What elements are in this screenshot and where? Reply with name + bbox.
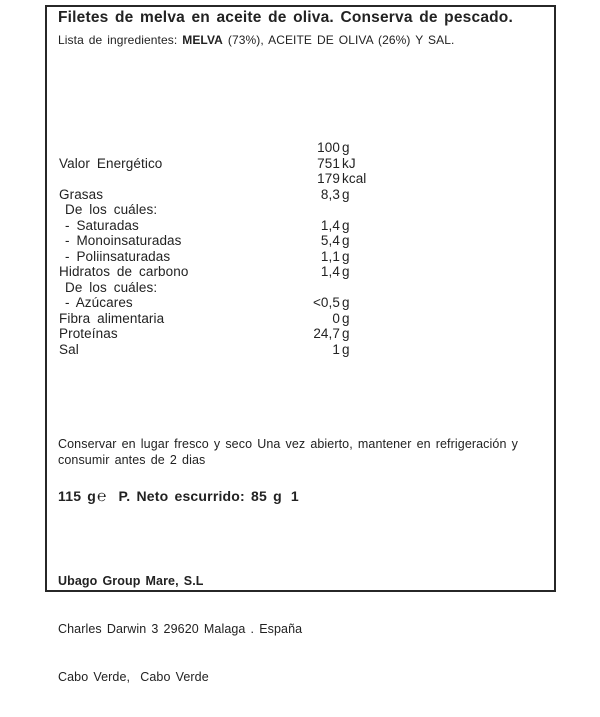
storage-line-1: Conservar en lugar fresco y seco Una vez abierto, mantener en refrigeración y: [58, 437, 518, 451]
nutrient-label: - Poliinsaturadas: [65, 248, 171, 264]
storage-line-2: consumir antes de 2 dias: [58, 453, 206, 467]
nutrient-value: 1,1 g: [320, 248, 350, 264]
nutrition-row-fat: [47, 187, 554, 203]
drained-weight: P. Neto escurrido: 85 g: [118, 488, 282, 504]
ingredients-main-ingredient: MELVA: [182, 33, 223, 47]
nutrient-label: - Saturadas: [65, 217, 139, 233]
nutrition-row-energy-kcal: [47, 171, 554, 187]
ingredients-line: [58, 33, 454, 47]
nutrition-row-fiber: [47, 311, 554, 327]
net-weight-line: [58, 488, 299, 506]
nutrient-label: De los cuáles:: [65, 279, 158, 295]
nutrition-row-of-which-carbs: [47, 280, 554, 296]
nutrient-label: Hidratos de carbono: [59, 264, 189, 279]
nutrient-label: Sal: [59, 341, 79, 357]
nutrient-label: Proteínas: [59, 326, 118, 341]
ingredients-rest: (73%), ACEITE DE OLIVA (26%) Y SAL.: [222, 33, 455, 47]
manufacturer-country: Cabo Verde, Cabo Verde: [58, 670, 209, 684]
nutrient-label: Valor Energético: [59, 155, 163, 171]
nutrition-row-energy-kj: [47, 156, 554, 172]
nutrient-label: Fibra alimentaria: [59, 310, 165, 326]
nutrient-value: <0,5 g: [312, 295, 350, 310]
nutrient-value: [277, 280, 342, 296]
nutrient-value: 179 kcal: [317, 171, 367, 186]
nutrient-value: [277, 202, 342, 218]
manufacturer-name: Ubago Group Mare, S.L: [58, 574, 204, 588]
ingredients-prefix: Lista de ingredientes:: [58, 33, 183, 47]
nutrient-value: 0 g: [332, 310, 350, 326]
nutrition-row-polyunsaturated: [47, 249, 554, 265]
nutrition-row-carbohydrates: [47, 264, 554, 280]
nutrition-row-of-which-fats: [47, 202, 554, 218]
nutrition-row-protein: [47, 326, 554, 342]
product-label: [45, 5, 556, 684]
nutrient-value: 8,3 g: [320, 186, 350, 202]
estimated-sign: ℮: [97, 488, 107, 505]
nutrient-label: - Monoinsaturadas: [65, 233, 182, 248]
nutrient-value: 24,7 g: [313, 326, 350, 341]
nutrition-row-saturated: [47, 218, 554, 234]
nutrient-value: 1,4 g: [320, 264, 350, 279]
nutrition-row-sugars: [47, 295, 554, 311]
nutrient-value: 1 g: [332, 341, 350, 357]
nutrition-row-monounsaturated: [47, 233, 554, 249]
nutrition-row-salt: [47, 342, 554, 358]
product-title: Filetes de melva en aceite de oliva. Conserva de pescado.: [58, 9, 513, 26]
nutrient-value: 1,4 g: [320, 217, 350, 233]
nutrient-label: - Azúcares: [65, 295, 133, 310]
nutrient-value: 5,4 g: [320, 233, 350, 248]
manufacturer-block: [58, 541, 302, 717]
nutrient-label: De los cuáles:: [65, 202, 158, 217]
nutrition-column-header-row: [47, 140, 554, 156]
manufacturer-address: Charles Darwin 3 29620 Malaga . España: [58, 622, 303, 636]
nutrition-table: [47, 140, 554, 357]
nutrient-value: 751 kJ: [317, 155, 356, 171]
net-weight: 115 g: [58, 488, 97, 504]
net-weight-trailing: 1: [290, 488, 299, 504]
nutrient-label: Grasas: [59, 186, 104, 202]
nutrition-column-header: 100 g: [317, 140, 350, 155]
storage-instructions: [58, 436, 518, 468]
